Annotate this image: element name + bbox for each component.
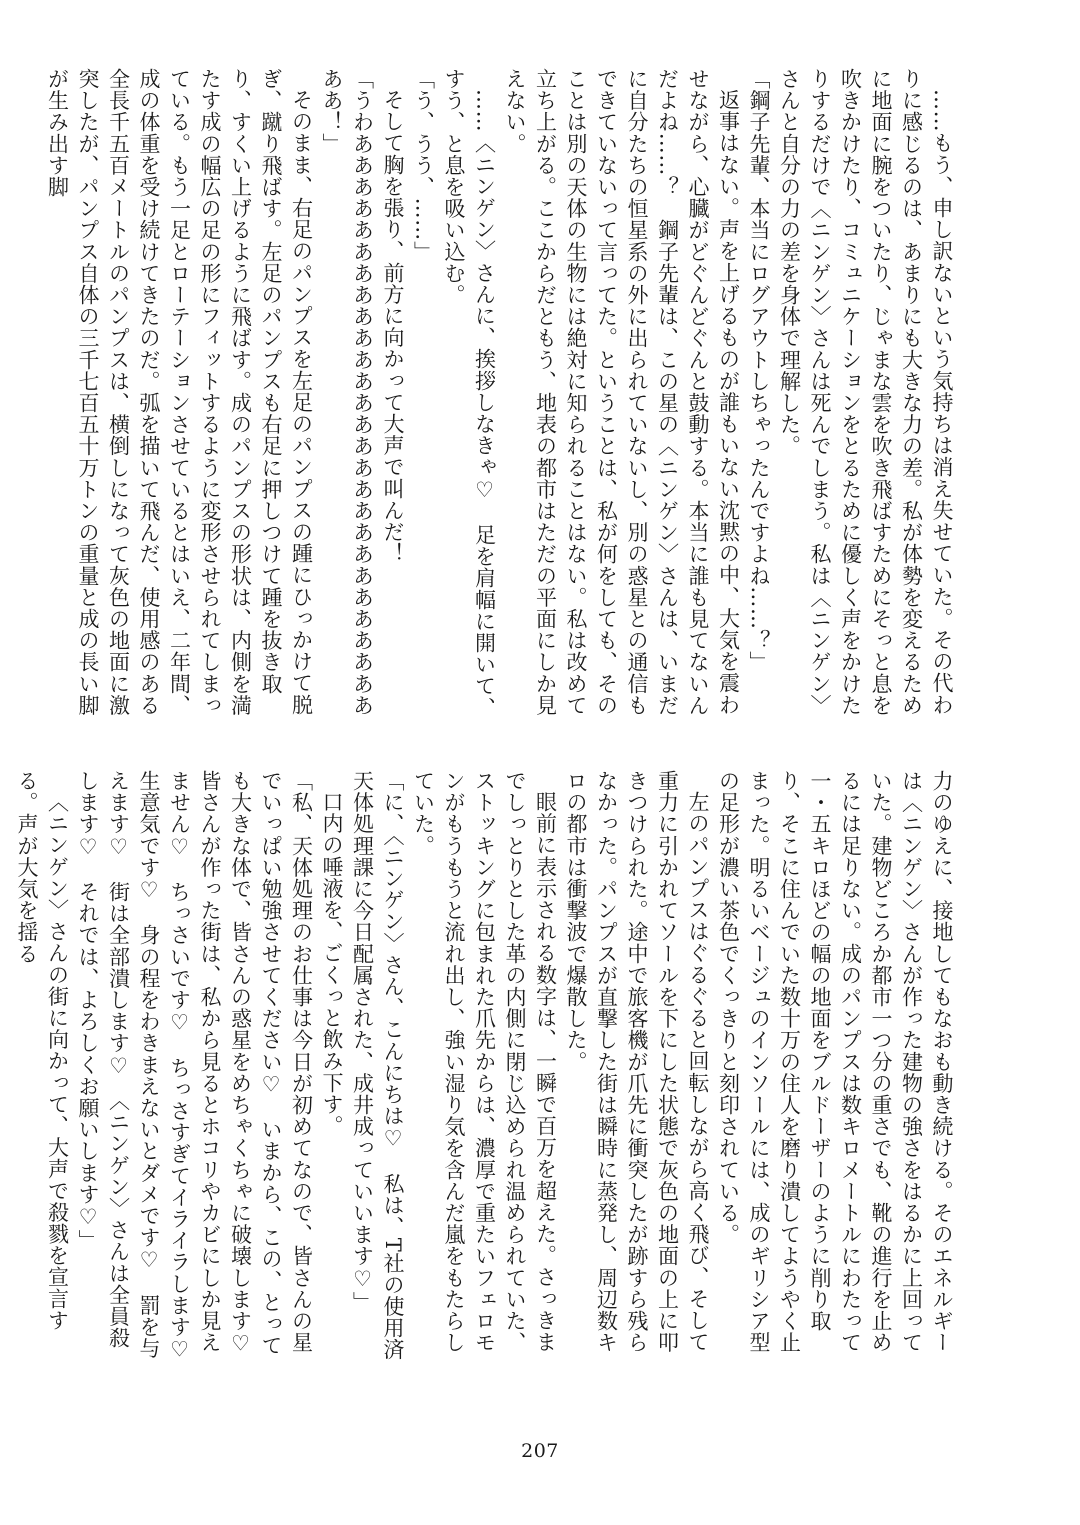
paragraph-continued: 力のゆえに、接地してもなおも動き続ける。そのエネルギーは〈ニンゲン〉さんが作った建物の強さをはるかに上回っていた。建物どころか都市一つ分の重さでも、靴の進行を止めるには足りない。成のパンプスは数キロメートルにわたって一・五キロほどの幅の地面をブルドーザーのように削り取り、そこに住んでいた数十万の住人を磨り潰してようやく止まった。明るいベージュのインソールには、成のギリシア型の足形が濃い茶色でくっきりと刻印されている。	[716, 770, 954, 1354]
paragraph: 左のパンプスはぐるぐると回転しながら高く飛び、そして重力に引かれてソールを下にした状態で灰色の地面の上に叩きつけられた。途中で旅客機が爪先に衝突したが跡すら残らなかった。パンプスが直撃した街は瞬時に蒸発し、周辺数キロの都市は衝撃波で爆散した。	[564, 770, 710, 1354]
dialogue-line: 「う、うう、……」	[411, 68, 436, 263]
paragraph: そのまま、右足のパンプスを左足のパンプスの踵にひっかけて脱ぎ、蹴り飛ばす。左足のパンプスも右足に押しつけて踵を抜き取り、すくい上げるように飛ばす。成のパンプスの形状は、内側を満たす成の幅広の足の形にフィットするように変形させられてしまっている。もう一足とローテーションさせているとはいえ、二年間、成の体重を受け続けてきたのだ。弧を描いて飛んだ、使用感のある全長千五百メートルのパンプスは、横倒しになって灰色の地面に激突したが、パンプス自体の三千七百五十万トンの重量と成の長い脚が生み出す脚	[45, 68, 314, 716]
dialogue-line: 「うわあああああああああああああああああああああああああああああ！」	[320, 68, 375, 716]
page-number: 207	[521, 1440, 559, 1462]
dialogue-line: 「に、〈ニンゲン〉さん、こんにちは♡ 私は、T社の使用済天体処理課に今日配属された、成井成っていいます♡」	[350, 770, 405, 1361]
dialogue-line: 「私、天体処理のお仕事は今日が初めてなので、皆さんの星でいっぱい勉強させてください♡ いまから、この、とっても大きな体で、皆さんの惑星をめちゃくちゃに破壊します♡ 皆さんが作った街は、私から見るとホコリやカビにしか見えません♡ ちっさいです♡ ちっさすぎてイライラします♡ 生意気です♡ 身の程をわきまえないとダメです♡ 罰を与えます♡ 街は全部潰します♡ 〈ニンゲン〉さんは全員殺します♡ それでは、よろしくお願いします♡」	[76, 770, 314, 1384]
paragraph: ……もう、申し訳ないという気持ちは消え失せていた。その代わりに感じるのは、あまりにも大きな力の差。私が体勢を変えるために地面に腕をついたり、じゃまな雲を吹き飛ばすためにそっと息を吹きかけたり、コミュニケーションをとるために優しく声をかけたりするだけで〈ニンゲン〉さんは死んでしまう。私は〈ニンゲン〉さんと自分の力の差を身体で理解した。	[777, 68, 954, 716]
paragraph: 眼前に表示される数字は、一瞬で百万を超えた。さっきまでしっとりとした革の内側に閉じ込められ温められていた、ストッキングに包まれた爪先からは、濃厚で重たいフェロモンがもうもうと流れ出し、強い湿り気を含んだ嵐をもたらしていた。	[411, 770, 558, 1354]
text-block-upper	[45, 68, 957, 724]
text-block-lower	[15, 770, 957, 1384]
paragraph: 口内の唾液を、ごくっと飲み下す。	[320, 791, 344, 1137]
paragraph: 〈ニンゲン〉さんの街に向かって、大声で殺戮を宣言する。声が大気を揺る	[15, 770, 70, 1331]
paragraph: 返事はない。声を上げるものが誰もいない沈黙の中、大気を震わせながら、心臓がどぐんどぐんと鼓動する。本当に誰も見てないんだよね……？ 鋼子先輩は、この星の〈ニンゲン〉さんは、いまだに自分たちの恒星系の外に出られていないし、別の惑星との通信もできていないって言ってた。ということは、私が何をしても、そのことは別の天体の生物には絶対に知られることはない。私は改めて立ち上がる。ここからだともう、地表の都市はただの平面にしか見えない。	[503, 68, 741, 716]
paragraph: ……〈ニンゲン〉さんに、挨拶しなきゃ♡ 足を肩幅に開いて、すう、と息を吸い込む。	[442, 68, 497, 719]
paragraph: そして胸を張り、前方に向かって大声で叫んだ！	[381, 89, 405, 565]
dialogue-line: 「鋼子先輩、本当にログアウトしちゃったんですよね……？」	[747, 68, 771, 673]
